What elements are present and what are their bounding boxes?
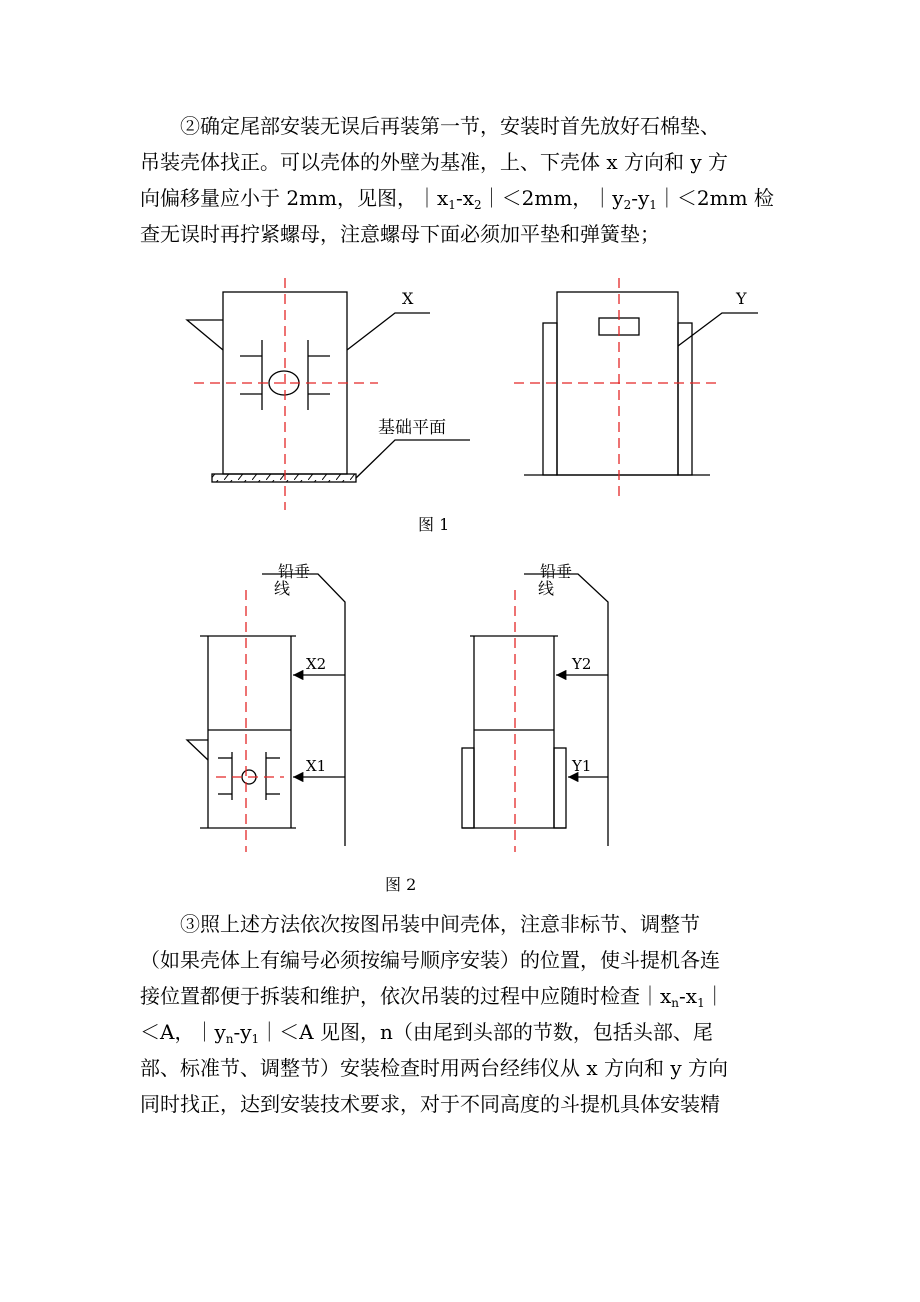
label-x2: X2 [306, 655, 327, 673]
figure-1-right-centerlines [514, 278, 722, 498]
label-x1: X1 [306, 757, 327, 775]
para2-sub-2: 1 [697, 996, 705, 1010]
para2-line-6: 同时找正，达到安装技术要求，对于不同高度的斗提机具体安装精 [140, 1092, 720, 1116]
para1-line-1: ②确定尾部安装无误后再装第一节，安装时首先放好石棉垫、 [180, 114, 720, 138]
para1-line-3 [140, 180, 780, 216]
para1-line-2: 吊装壳体找正。可以壳体的外壁为基准，上、下壳体 x 方向和 y 方 [140, 150, 729, 174]
label-x: X [402, 289, 414, 308]
para2-sub-3: n [225, 1032, 234, 1046]
para1-sub-4: 1 [649, 198, 657, 212]
paragraph-1 [140, 108, 780, 252]
para2-line-4 [140, 1014, 780, 1050]
label-base-plane: 基础平面 [378, 418, 446, 438]
label-y1: Y1 [572, 757, 592, 775]
plumb-line-right-1: 铅垂 [540, 562, 573, 581]
para2-line-4-c: ｜＜A 见图，n（由尾到头部的节数，包括头部、尾 [259, 1020, 713, 1044]
figure-2 [0, 556, 920, 856]
para1-sub-2: 2 [473, 198, 482, 212]
para1-line-3-a: 向偏移量应小于 2mm，见图，｜x [140, 186, 449, 210]
para2-line-5: 部、标准节、调整节）安装检查时用两台经纬仪从 x 方向和 y 方向 [140, 1056, 729, 1080]
para1-line-3-c: ｜＜2mm，｜y [481, 186, 624, 210]
para2-line-3 [140, 978, 780, 1014]
label-y2: Y2 [572, 655, 592, 673]
para2-line-4-a: ＜A，｜y [140, 1020, 226, 1044]
para1-line-4: 查无误时再拧紧螺母，注意螺母下面必须加平垫和弹簧垫； [140, 222, 660, 246]
para2-sub-4: 1 [251, 1032, 260, 1046]
para1-line-3-e: ｜＜2mm 检 [656, 186, 774, 210]
figure-1-right-housing [524, 292, 758, 475]
para1-line-3-b: -x [455, 186, 474, 210]
figure-2-caption: 图 2 [385, 875, 417, 894]
para2-sub-1: n [671, 996, 680, 1010]
para2-line-2: （如果壳体上有编号必须按编号顺序安装）的位置，使斗提机各连 [140, 948, 720, 972]
figure-1-left-housing [187, 292, 470, 482]
para1-sub-3: 2 [623, 198, 632, 212]
figure-1 [0, 270, 920, 530]
plumb-line-right-2: 线 [538, 579, 555, 598]
para1-line-3-d: -y [631, 186, 650, 210]
label-y: Y [736, 289, 747, 308]
plumb-line-left-2: 线 [274, 579, 291, 598]
figure-2-right-housing [462, 574, 608, 846]
figure-2-left-housing [187, 574, 345, 846]
figure-2-left-centerlines [216, 590, 284, 852]
paragraph-2 [140, 906, 780, 1122]
para2-line-1: ③照上述方法依次按图吊装中间壳体，注意非标节、调整节 [180, 912, 700, 936]
para2-line-4-b: -y [233, 1020, 252, 1044]
para2-line-3-b: -x [679, 984, 698, 1008]
para1-sub-1: 1 [448, 198, 456, 212]
para2-line-3-c: ｜ [704, 984, 725, 1008]
plumb-line-left-1: 铅垂 [278, 562, 311, 581]
figure-1-caption: 图 1 [418, 515, 450, 534]
para2-line-3-a: 接位置都便于拆装和维护，依次吊装的过程中应随时检查｜x [140, 984, 672, 1008]
